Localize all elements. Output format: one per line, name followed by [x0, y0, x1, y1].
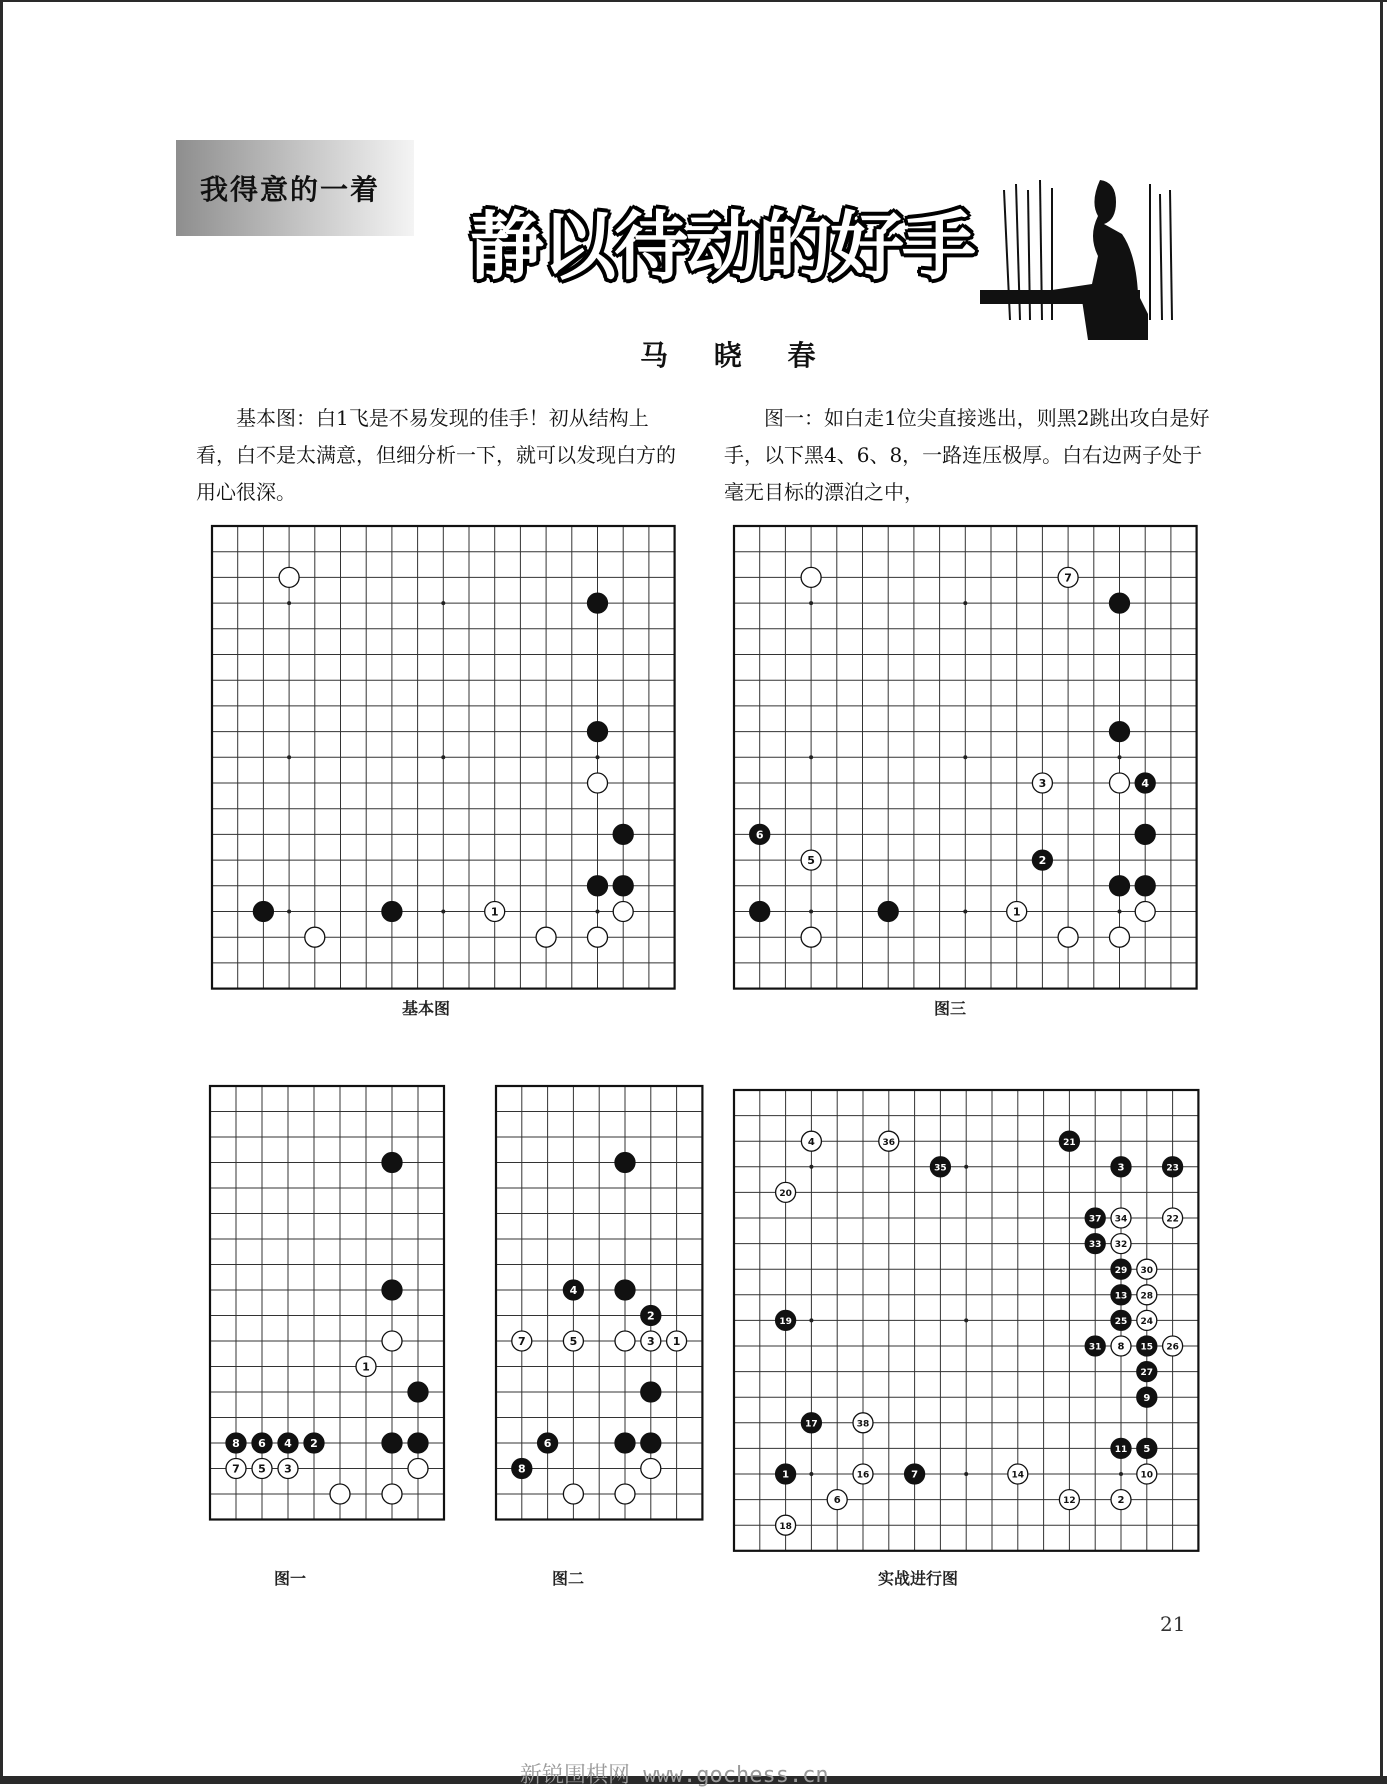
black-stone	[1135, 773, 1155, 793]
black-stone	[408, 1382, 428, 1402]
star-point	[963, 910, 967, 914]
caption-actual: 实战进行图	[878, 1569, 959, 1588]
black-stone	[776, 1464, 796, 1484]
white-stone	[536, 927, 556, 947]
white-stone	[382, 1484, 402, 1504]
move-number: 4	[807, 1136, 815, 1148]
black-stone	[1032, 850, 1052, 870]
black-stone	[801, 1413, 821, 1433]
move-number: 1	[1012, 905, 1021, 919]
move-number: 30	[1140, 1265, 1154, 1276]
series-label	[176, 140, 414, 236]
star-point	[809, 1165, 813, 1169]
move-number: 25	[1114, 1317, 1128, 1327]
white-stone	[356, 1357, 376, 1377]
move-number: 13	[1114, 1291, 1128, 1302]
star-point	[809, 1318, 813, 1322]
caption-fig1: 图一	[274, 1569, 307, 1588]
move-number: 1	[490, 905, 499, 919]
black-stone	[1059, 1131, 1079, 1151]
star-point	[441, 755, 445, 759]
white-stone	[1058, 567, 1078, 587]
go-board-fig3	[728, 520, 1194, 986]
white-stone	[563, 1484, 583, 1504]
page-number: 21	[1160, 1612, 1186, 1636]
move-number: 7	[911, 1469, 919, 1481]
white-stone	[776, 1515, 796, 1535]
move-number: 3	[1038, 776, 1047, 790]
move-number: 6	[833, 1495, 841, 1507]
move-number: 10	[1140, 1470, 1154, 1481]
move-number: 6	[543, 1436, 552, 1450]
white-stone	[1008, 1464, 1028, 1484]
black-stone	[1110, 876, 1130, 896]
black-stone	[563, 1280, 583, 1300]
move-number: 28	[1140, 1291, 1154, 1302]
white-stone	[853, 1464, 873, 1484]
move-number: 16	[856, 1470, 870, 1481]
star-point	[287, 910, 291, 914]
go-board-actual	[728, 1084, 1196, 1552]
black-stone	[641, 1382, 661, 1402]
move-number: 26	[1166, 1342, 1179, 1353]
move-number: 23	[1166, 1163, 1179, 1174]
caption-fig3: 图三	[934, 999, 967, 1018]
board-grid	[496, 1086, 702, 1520]
black-stone	[615, 1433, 635, 1453]
move-number: 15	[1140, 1342, 1154, 1353]
black-stone	[750, 824, 770, 844]
white-stone	[641, 1331, 661, 1351]
white-stone	[1137, 1259, 1157, 1279]
move-number: 6	[755, 828, 764, 842]
move-number: 1	[782, 1469, 790, 1481]
move-number: 2	[310, 1436, 318, 1450]
paragraph-left: 基本图：白1飞是不易发现的佳手！初从结构上看，白不是太满意，但细分析一下，就可以发现白方的用心很深。	[196, 406, 676, 504]
move-number: 4	[569, 1283, 578, 1297]
move-number: 11	[1114, 1445, 1128, 1455]
move-number: 12	[1063, 1496, 1076, 1507]
move-number: 20	[779, 1189, 792, 1199]
move-number: 4	[1141, 776, 1150, 790]
move-number: 7	[1064, 571, 1072, 585]
black-stone	[1137, 1387, 1157, 1407]
black-stone	[613, 824, 633, 844]
board-grid	[210, 1086, 444, 1520]
white-stone	[613, 902, 633, 922]
move-number: 19	[779, 1317, 792, 1327]
move-number: 21	[1063, 1137, 1076, 1148]
move-number: 8	[1117, 1341, 1125, 1353]
move-number: 31	[1088, 1342, 1102, 1353]
move-number: 1	[672, 1334, 681, 1348]
white-stone	[801, 927, 821, 947]
black-stone	[1111, 1438, 1131, 1458]
move-number: 2	[1117, 1495, 1125, 1507]
white-stone	[252, 1459, 272, 1479]
move-number: 4	[284, 1436, 292, 1450]
star-point	[963, 601, 967, 605]
viewer-border-right	[1380, 0, 1383, 1784]
black-stone	[1137, 1438, 1157, 1458]
black-stone	[382, 1433, 402, 1453]
black-stone	[641, 1433, 661, 1453]
white-stone	[279, 567, 299, 587]
black-stone	[776, 1310, 796, 1330]
white-stone	[641, 1459, 661, 1479]
white-stone	[1137, 1464, 1157, 1484]
move-number: 5	[258, 1462, 266, 1476]
watermark: 新锐围棋网 www.gochess.cn	[520, 1763, 829, 1788]
move-number: 5	[807, 854, 815, 868]
black-stone	[304, 1433, 324, 1453]
move-number: 2	[646, 1309, 655, 1323]
black-stone	[878, 902, 898, 922]
star-point	[809, 910, 813, 914]
move-number: 3	[646, 1334, 655, 1348]
move-number: 7	[232, 1462, 240, 1476]
white-stone	[801, 567, 821, 587]
white-stone	[1059, 1490, 1079, 1510]
white-stone	[278, 1459, 298, 1479]
move-number: 5	[569, 1334, 578, 1348]
go-board-basic	[206, 520, 672, 986]
star-point	[963, 755, 967, 759]
white-stone	[1110, 773, 1130, 793]
move-number: 14	[1011, 1470, 1025, 1481]
move-number: 27	[1140, 1368, 1154, 1379]
black-stone	[252, 1433, 272, 1453]
move-number: 29	[1114, 1265, 1128, 1276]
go-board-fig2	[490, 1080, 712, 1540]
move-number: 3	[1117, 1162, 1125, 1174]
black-stone	[1137, 1336, 1157, 1356]
move-number: 8	[517, 1462, 526, 1476]
series-label-text: 我得意的一着	[200, 173, 381, 206]
move-number: 1	[362, 1360, 370, 1374]
caption-basic: 基本图	[402, 999, 451, 1018]
white-stone	[1058, 927, 1078, 947]
star-point	[964, 1472, 968, 1476]
black-stone	[615, 1153, 635, 1173]
white-stone	[1111, 1234, 1131, 1254]
white-stone	[827, 1490, 847, 1510]
white-stone	[1111, 1336, 1131, 1356]
move-number: 35	[934, 1163, 947, 1174]
black-stone	[641, 1306, 661, 1326]
white-stone	[1111, 1208, 1131, 1228]
black-stone	[613, 876, 633, 896]
black-stone	[1111, 1310, 1131, 1330]
white-stone	[330, 1484, 350, 1504]
move-number: 37	[1088, 1214, 1102, 1225]
white-stone	[1032, 773, 1052, 793]
white-stone	[588, 773, 608, 793]
white-stone	[853, 1413, 873, 1433]
move-number: 22	[1166, 1214, 1179, 1225]
move-number: 2	[1038, 854, 1047, 868]
white-stone	[1163, 1336, 1183, 1356]
move-number: 5	[1143, 1444, 1151, 1455]
white-stone	[615, 1484, 635, 1504]
star-point	[964, 1165, 968, 1169]
white-stone	[1111, 1490, 1131, 1510]
move-number: 17	[805, 1419, 818, 1430]
board-border	[210, 1086, 444, 1520]
move-number: 9	[1143, 1392, 1151, 1404]
star-point	[1118, 755, 1122, 759]
star-point	[441, 910, 445, 914]
black-stone	[930, 1157, 950, 1177]
move-number: 6	[258, 1436, 266, 1450]
white-stone	[408, 1459, 428, 1479]
black-stone	[1085, 1336, 1105, 1356]
white-stone	[563, 1331, 583, 1351]
white-stone	[512, 1331, 532, 1351]
black-stone	[1135, 876, 1155, 896]
white-stone	[801, 850, 821, 870]
black-stone	[588, 593, 608, 613]
white-stone	[615, 1331, 635, 1351]
title-decoration	[1000, 170, 1180, 340]
black-stone	[1137, 1362, 1157, 1382]
white-stone	[801, 1131, 821, 1151]
black-stone	[226, 1433, 246, 1453]
move-number: 24	[1140, 1317, 1154, 1327]
star-point	[596, 910, 600, 914]
black-stone	[750, 902, 770, 922]
white-stone	[1110, 927, 1130, 947]
white-stone	[305, 927, 325, 947]
author-name: 马 晓 春	[640, 339, 834, 372]
white-stone	[1135, 902, 1155, 922]
white-stone	[226, 1459, 246, 1479]
black-stone	[588, 722, 608, 742]
white-stone	[1007, 902, 1027, 922]
black-stone	[588, 876, 608, 896]
white-stone	[776, 1182, 796, 1202]
black-stone	[1111, 1157, 1131, 1177]
white-stone	[1137, 1285, 1157, 1305]
black-stone	[382, 1280, 402, 1300]
star-point	[1119, 1472, 1123, 1476]
white-stone	[1163, 1208, 1183, 1228]
move-number: 32	[1114, 1240, 1128, 1251]
star-point	[441, 601, 445, 605]
star-point	[809, 601, 813, 605]
paragraph-right: 图一：如白走1位尖直接逃出，则黑2跳出攻白是好手，以下黑4、6、8，一路连压极厚。白右边两子处于毫无目标的漂泊之中，	[724, 406, 1210, 504]
black-stone	[382, 902, 402, 922]
white-stone	[382, 1331, 402, 1351]
move-number: 34	[1114, 1214, 1128, 1225]
star-point	[287, 755, 291, 759]
black-stone	[278, 1433, 298, 1453]
move-number: 33	[1088, 1240, 1102, 1251]
move-number: 36	[882, 1137, 896, 1148]
viewer-border-top	[0, 0, 1387, 2]
go-board-fig1	[206, 1080, 474, 1540]
article-title: 静以待动的好手	[470, 204, 974, 290]
black-stone	[1111, 1285, 1131, 1305]
black-stone	[615, 1280, 635, 1300]
white-stone	[1137, 1310, 1157, 1330]
star-point	[1118, 910, 1122, 914]
white-stone	[588, 927, 608, 947]
star-point	[287, 601, 291, 605]
move-number: 8	[232, 1436, 240, 1450]
black-stone	[538, 1433, 558, 1453]
black-stone	[905, 1464, 925, 1484]
black-stone	[1163, 1157, 1183, 1177]
star-point	[809, 755, 813, 759]
black-stone	[382, 1153, 402, 1173]
black-stone	[408, 1433, 428, 1453]
black-stone	[1135, 824, 1155, 844]
black-stone	[1110, 593, 1130, 613]
white-stone	[485, 902, 505, 922]
move-number: 18	[779, 1521, 792, 1532]
black-stone	[512, 1459, 532, 1479]
white-stone	[879, 1131, 899, 1151]
black-stone	[253, 902, 273, 922]
move-number: 3	[284, 1462, 292, 1476]
move-number: 7	[517, 1334, 526, 1348]
white-stone	[667, 1331, 687, 1351]
move-number: 38	[856, 1419, 870, 1430]
viewer-border-left	[0, 0, 3, 1784]
black-stone	[1110, 722, 1130, 742]
caption-fig2: 图二	[552, 1569, 585, 1588]
black-stone	[1111, 1259, 1131, 1279]
black-stone	[1085, 1208, 1105, 1228]
star-point	[596, 755, 600, 759]
star-point	[809, 1472, 813, 1476]
star-point	[964, 1318, 968, 1322]
black-stone	[1085, 1234, 1105, 1254]
